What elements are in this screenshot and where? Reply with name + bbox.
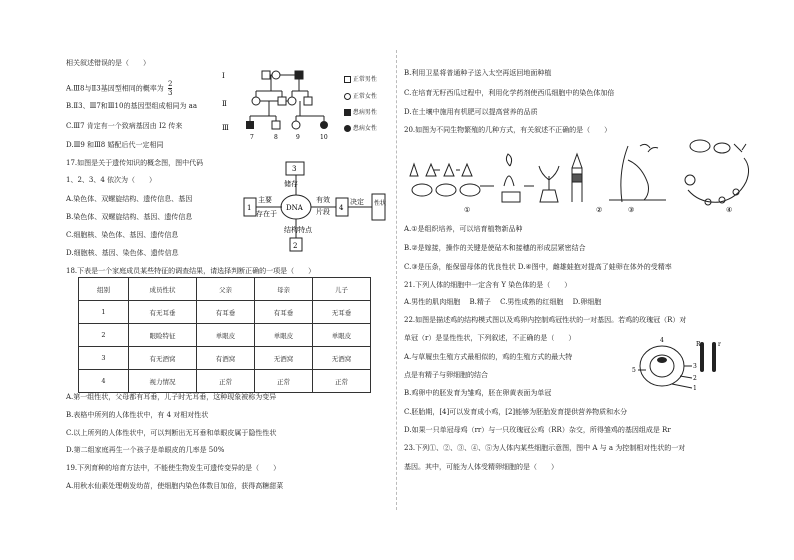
q22-option-b: B.鸡卵中的胚发育为雏鸡，胚在卵黄表面为单冠 [404, 389, 552, 397]
q19-option-c: C.在培育无籽西瓜过程中，利用化学药剂使西瓜细胞中的染色体加倍 [404, 89, 615, 97]
table-header-row: 组别 成员性状 父亲 母亲 儿子 [79, 278, 371, 301]
q17-stem: 17.如图是关于遗传知识的概念图，图中代码 [66, 159, 204, 167]
svg-text:2: 2 [693, 375, 697, 382]
svg-text:存在于: 存在于 [256, 210, 277, 218]
q17-option-a: A.染色体、双螺旋结构、遗传信息、基因 [66, 195, 193, 203]
q20-option-b: B.②是嫁接，操作的关键是使砧木和接穗的形成层紧密结合 [404, 244, 586, 252]
svg-text:8: 8 [274, 134, 278, 141]
svg-text:10: 10 [320, 134, 328, 141]
fig-label-4: ④ [726, 206, 733, 214]
q18-option-c: C.以上所列的人体性状中，可以判断出无耳垂和单眼皮属于隐性性状 [66, 429, 277, 437]
pedigree-ii-female-4 [288, 97, 296, 105]
pedigree-ii-male-6 [304, 97, 312, 105]
svg-text:5: 5 [632, 367, 636, 374]
q22-option-a: A.与草履虫生殖方式最相似的，鸡的生殖方式的最大特 [404, 353, 573, 361]
q22-option-d: D.如果一只单冠母鸡（rr）与一只玫瑰冠公鸡（RR）杂交，所得雏鸡的基因组成是 Rr [404, 426, 671, 434]
svg-text:结构特点: 结构特点 [284, 226, 312, 234]
dna-center: DNA [286, 204, 303, 212]
survey-table [78, 277, 371, 393]
fig-label-2: ② [596, 206, 603, 214]
pedigree-ii-male-3 [278, 97, 286, 105]
fig-label-3: ③ [628, 206, 635, 214]
q18-option-d: D.第二组家庭再生一个孩子是单眼皮的几率是 50% [66, 446, 225, 454]
pedigree-affected-male [295, 71, 303, 79]
svg-text:片段: 片段 [316, 208, 330, 216]
table-row: 2 眼睑特征 单眼皮 单眼皮 单眼皮 [79, 324, 371, 347]
concept-box-3: 3 [292, 165, 297, 173]
gen-III-label: Ⅲ [222, 124, 229, 132]
q19-option-d: D.在土壤中施用有机肥可以提高营养的品质 [404, 108, 538, 116]
q22-stem: 22.如图是描述鸡的结构模式图以及鸡卵内控制鸡冠性状的一对基因。若鸡的玫瑰冠（R）对 [404, 316, 687, 324]
q19-stem: 19.下列育种的培育方法中，不能使生物发生可遗传变异的是（ ） [66, 464, 281, 472]
q17-option-c: C.细胞核、染色体、基因、遗传信息 [66, 231, 179, 239]
q19-option-a: A.用秋水仙素处理萌发幼苗，使细胞内染色体数目加倍，获得高糖甜菜 [66, 482, 284, 490]
svg-text:决定: 决定 [350, 198, 364, 206]
pedigree-iii-9 [292, 121, 300, 129]
concept-box-4: 4 [339, 204, 344, 212]
pedigree-iii-7 [246, 121, 254, 129]
fig-grafting [572, 154, 582, 202]
q22-stem-2: 单冠（r）是显性性状，下列叙述，不正确的是（ ） [404, 334, 576, 342]
svg-text:9: 9 [296, 134, 300, 141]
q16-option-b: B.Ⅱ3、Ⅲ7和Ⅲ10的基因型组成相同为 aa [66, 102, 198, 110]
q18-option-a: A.第一组性状，父母都有耳垂，儿子时无耳垂，这种现象被称为变异 [66, 393, 277, 401]
q16-stem-end: 相关叙述错误的是（ ） [66, 59, 150, 67]
exam-page: 相关叙述错误的是（ ） A.Ⅲ8与Ⅱ3基因型相同的概率为 $\frac{2}{3}$ B.Ⅱ3、Ⅲ7和Ⅲ10的基因型组成相同为 aa C.Ⅲ7 肯定有一个致病基因由 I2 传来 D.Ⅲ9 和Ⅲ8 婚配后代一定相同 17.如图是关于遗传知识的概念图，图中代码 1、2、3、4 依次为（ ） A.染色体、双螺旋结构、遗传信息、基因 B.染色体、双螺旋结构、基因、遗传信息 C.细胞核、染色体、基因、遗传信息 D.细胞核、基因、染色体、遗传信息 18.下表是一个家庭成员某些特征的调查结果，请选择判断正确的一项是（ ） I Ⅱ Ⅲ 7 8 9 10 正常男性 正常女性 患病男性 患病女性 3 储存 1 主要 存在于 DNA 有效 片段 4 决定 性状 结构特点 2 组别 成员性状 父亲 母亲 儿子 1 有无耳垂 有耳垂 有耳垂 无耳垂 2 眼睑特征 单眼皮 单眼皮 单眼皮 3 有无酒窝 有酒窝 无酒窝 无酒窝 4 视力情况 正常 正常 正常 A.第一组性状，父母都有耳垂，儿子时无耳垂，这种现象被称为变异 B.表格中所列的人体性状中，有 4 对相对性状 C.以上所列的人体性状中，可以判断出无耳垂和单眼皮属于隐性性状 D.第二组家庭再生一个孩子是单眼皮的几率是 50% 19.下列育种的培育方法中，不能使生物发生可遗传变异的是（ ） A.用秋水仙素处理萌发幼苗，使细胞内染色体数目加倍，获得高糖甜菜 B.利用卫星将普通种子送入太空再返回地面种植 C.在培育无籽西瓜过程中，利用化学药剂使西瓜细胞中的染色体加倍 D.在土壤中施用有机肥可以提高营养的品质 20.如图为不同生物繁殖的几种方式，有关叙述不正确的是（ ） ① ② ③ ④ A.①是组织培养，可以培育植物新品种 B.②是嫁接，操作的关键是使砧木和接穗的形成层紧密结合 C.③是压条，能保留母体的优良性状 D.④图中，雌雄蛙抱对提高了蛙卵在体外的受精率 21.下列人体的细胞中一定含有 Y 染色体的是（ ） A.男性的肌肉细胞 B.精子 C.男性成熟的红细胞 D.卵细胞 22.如图是描述鸡的结构模式图以及鸡卵内控制鸡冠性状的一对基因。若鸡的玫瑰冠（R）对 单冠（r）是显性性状，下列叙述，不正确的是（ ） A.与草履虫生殖方式最相似的，鸡的生殖方式的最大特 点是有精子与卵细胞的结合 B.鸡卵中的胚发育为雏鸡，胚在卵黄表面为单冠 C.胚胎期，[4]可以发育成小鸡，[2]能够为胚胎发育提供营养物质和水分 D.如果一只单冠母鸡（rr）与一只玫瑰冠公鸡（RR）杂交，所得雏鸡的基因组成是 Rr 23.下列①、②、③、④、⑤为人体内某些细胞示意图，图中 A 与 a 为控制相对性状的一对 基因。其中，可能为人体受精卵细胞的是（ ） 5 3 2 1 R r 4 [0, 0, 794, 560]
q20-option-a: A.①是组织培养，可以培育植物新品种 [404, 225, 523, 233]
q18-stem: 18.下表是一个家庭成员某些特征的调查结果，请选择判断正确的一项是（ ） [66, 267, 316, 275]
q23-stem: 23.下列①、②、③、④、⑤为人体内某些细胞示意图，图中 A 与 a 为控制相对性状的一对 [404, 444, 686, 452]
svg-text:1: 1 [693, 385, 697, 392]
q20-option-cd: C.③是压条，能保留母体的优良性状 D.④图中，雌雄蛙抱对提高了蛙卵在体外的受精率 [404, 263, 672, 271]
pedigree-chart [220, 66, 340, 141]
table-row: 3 有无酒窝 有酒窝 无酒窝 无酒窝 [79, 347, 371, 370]
concept-map [240, 158, 390, 254]
q23-stem-2: 基因。其中，可能为人体受精卵细胞的是（ ） [404, 463, 558, 471]
svg-text:有效: 有效 [316, 196, 330, 204]
concept-box-2: 2 [293, 242, 298, 250]
svg-text:R: R [696, 341, 701, 348]
gen-I-label: I [222, 72, 225, 80]
gen-II-label: Ⅱ [222, 100, 227, 108]
pedigree-male-1 [262, 71, 270, 79]
pedigree-iii-8 [272, 121, 280, 129]
svg-text:4: 4 [660, 337, 664, 344]
pedigree-iii-10 [320, 121, 328, 129]
fig-layering [609, 144, 666, 202]
fig-tissue-culture [410, 154, 559, 202]
q22-option-c: C.胚胎期，[4]可以发育成小鸡，[2]能够为胚胎发育提供营养物质和水分 [404, 408, 628, 416]
q21-options: A.男性的肌肉细胞 B.精子 C.男性成熟的红细胞 D.卵细胞 [404, 298, 602, 306]
table-row: 1 有无耳垂 有耳垂 有耳垂 无耳垂 [79, 301, 371, 324]
q22-option-a-2: 点是有精子与卵细胞的结合 [404, 371, 488, 379]
pedigree-female-2 [272, 71, 280, 79]
svg-text:7: 7 [250, 134, 254, 141]
q16-option-a: A.Ⅲ8与Ⅱ3基因型相同的概率为 $\frac{2}{3}$ [66, 80, 173, 97]
svg-text:3: 3 [693, 363, 697, 370]
table-row: 4 视力情况 正常 正常 正常 [79, 370, 371, 393]
q21-stem: 21.下列人体的细胞中一定含有 Y 染色体的是（ ） [404, 281, 572, 289]
svg-text:主要: 主要 [258, 196, 272, 204]
pedigree-ii-female [252, 97, 260, 105]
q16-option-c: C.Ⅲ7 肯定有一个致病基因由 I2 传来 [66, 122, 183, 130]
column-divider [396, 50, 397, 510]
fig-label-1: ① [464, 206, 471, 214]
q17-option-d: D.细胞核、基因、染色体、遗传信息 [66, 249, 179, 257]
svg-text:r: r [718, 341, 721, 348]
q17-stem-2: 1、2、3、4 依次为（ ） [66, 176, 157, 184]
svg-text:储存: 储存 [284, 180, 298, 188]
q17-option-b: B.染色体、双螺旋结构、基因、遗传信息 [66, 213, 193, 221]
fig-frog-cycle [685, 140, 749, 205]
q20-stem: 20.如图为不同生物繁殖的几种方式，有关叙述不正确的是（ ） [404, 126, 612, 134]
q16-option-d: D.Ⅲ9 和Ⅲ8 婚配后代一定相同 [66, 141, 164, 149]
reproduction-figure [404, 136, 754, 216]
concept-trait: 性状 [374, 200, 387, 207]
concept-box-1: 1 [247, 204, 252, 212]
egg-diagram [632, 336, 730, 394]
q18-option-b: B.表格中所列的人体性状中，有 4 对相对性状 [66, 411, 209, 419]
q19-option-b: B.利用卫星将普通种子送入太空再返回地面种植 [404, 69, 552, 77]
